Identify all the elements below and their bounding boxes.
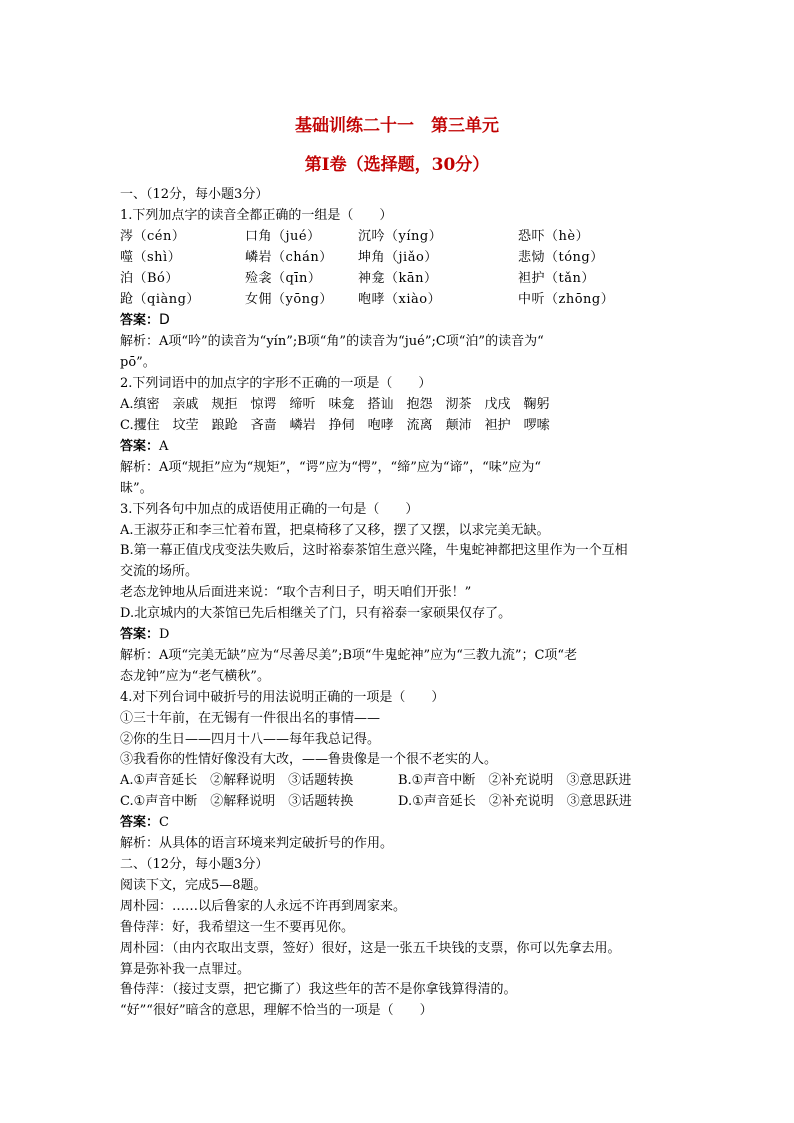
answer-value: C	[159, 815, 169, 831]
q1-item: 跄（qiàng）	[120, 291, 200, 307]
q4-line: ③我看你的性情好像没有大改，——鲁贵像是一个很不老实的人。	[120, 752, 498, 768]
q4-option: A.①声音延长 ②解释说明 ③话题转换	[120, 773, 354, 789]
q1-stem: 1.下列加点字的读音全都正确的一组是（ ）	[120, 207, 393, 223]
q2-stem: 2.下列词语中的加点字的字形不正确的一项是（ ）	[120, 376, 432, 392]
q1-item: 中听（zhōng）	[518, 291, 615, 307]
section2-line: 鲁侍萍：（接过支票，把它撕了）我这些年的苦不是你拿钱算得清的。	[120, 982, 517, 998]
answer-label: 答案：	[120, 815, 160, 831]
section2-line: 周朴园：……以后鲁家的人永远不许再到周家来。	[120, 898, 407, 914]
q3-answer	[120, 625, 680, 646]
q4-answer	[120, 813, 680, 834]
q4-stem: 4.对下列台词中破折号的用法说明正确的一项是（ ）	[120, 689, 445, 705]
section2-line: “好”“很好”暗含的意思，理解不恰当的一项是（ ）	[120, 1003, 433, 1019]
q2-analysis: 解析：A项“规拒”应为“规矩”，“谔”应为“愕”，“缔”应为“谛”，“味”应为“	[120, 459, 542, 475]
answer-value: D	[159, 312, 170, 329]
q3-line: D.北京城内的大茶馆已先后相继关了门，只有裕泰一家硕果仅存了。	[120, 606, 512, 622]
section2-line: 鲁侍萍：好，我希望这一生不要再见你。	[120, 919, 355, 935]
q1-item: 口角（jué）	[245, 228, 321, 244]
q2-analysis: 昧”。	[120, 480, 153, 496]
answer-label: 答案：	[120, 438, 160, 454]
q1-item: 噬（shì）	[120, 249, 182, 265]
q3-line: A.王淑芬正和李三忙着布置，把桌椅移了又移，摆了又摆，以求完美无缺。	[120, 522, 550, 538]
q1-item: 涔（cén）	[120, 228, 186, 244]
q4-option: D.①声音延长 ②补充说明 ③意思跃进	[398, 794, 632, 810]
section2-line: 算是弥补我一点罪过。	[120, 961, 251, 977]
q4-option: C.①声音中断 ②解释说明 ③话题转换	[120, 794, 354, 810]
document-body	[120, 185, 680, 1022]
q2-option: A.缜密 亲戚 规拒 惊谔 缔听 味龛 搭讪 抱怨 沏茶 戊戌 鞠躬	[120, 397, 550, 413]
q1-item: 殓衾（qīn）	[245, 270, 322, 286]
q1-item: 袒护（tǎn）	[518, 270, 595, 286]
q3-stem: 3.下列各句中加点的成语使用正确的一句是（ ）	[120, 501, 419, 517]
q1-item: 恐吓（hè）	[518, 228, 590, 244]
section2-line: 周朴园：（由内衣取出支票，签好）很好，这是一张五千块钱的支票，你可以先拿去用。	[120, 940, 621, 956]
q1-row	[120, 248, 680, 269]
q1-item: 泊（Bó）	[120, 270, 179, 286]
q1-row	[120, 290, 680, 311]
answer-value: A	[159, 438, 169, 454]
q1-item: 悲恸（tóng）	[518, 249, 604, 265]
answer-label: 答案：	[120, 313, 160, 329]
q1-analysis: pō”。	[120, 355, 156, 371]
q4-analysis: 解析：从具体的语言环境来判定破折号的作用。	[120, 836, 394, 852]
q4-options-row	[120, 792, 680, 813]
q4-line: ①三十年前，在无锡有一件很出名的事情——	[120, 710, 381, 726]
q1-item: 嶙岩（chán）	[245, 249, 333, 265]
q2-answer	[120, 437, 680, 458]
answer-label: 答案：	[120, 627, 160, 643]
section1-heading: 一、（12分，每小题3分）	[120, 187, 269, 202]
q1-answer	[120, 310, 680, 332]
q1-analysis: 解析：A项“吟”的读音为“yín”;B项“角”的读音为“jué”;C项“泊”的读音为“	[120, 334, 544, 350]
q4-options-row	[120, 771, 680, 792]
q1-item: 神龛（kān）	[358, 270, 438, 286]
q3-analysis: 态龙钟”应为“老气横秋”。	[120, 668, 270, 684]
q4-option: B.①声音中断 ②补充说明 ③意思跃进	[398, 773, 632, 789]
q1-row	[120, 269, 680, 290]
page-subtitle: 第Ⅰ卷（选择题，30分）	[304, 155, 490, 175]
q1-item: 女佣（yōng）	[245, 291, 333, 307]
section2-line: 阅读下文，完成5—8题。	[120, 877, 267, 893]
q3-analysis: 解析：A项“完美无缺”应为“尽善尽美”;B项“牛鬼蛇神”应为“三教九流”；C项“老	[120, 647, 578, 663]
q1-row	[120, 227, 680, 248]
section2-heading: 二、（12分，每小题3分）	[120, 857, 269, 872]
answer-value: D	[159, 627, 170, 643]
q3-line: 交流的场所。	[120, 564, 199, 580]
page-title: 基础训练二十一 第三单元	[295, 116, 499, 136]
q2-option: C.攫住 坟茔 踉跄 吝啬 嶙岩 挣伺 咆哮 流离 颠沛 袒护 啰嗦	[120, 417, 550, 433]
q1-item: 沉吟（yíng）	[358, 228, 443, 244]
q1-item: 咆哮（xiào）	[358, 291, 442, 307]
q3-line: 老态龙钟地从后面进来说：“取个吉利日子，明天咱们开张！”	[120, 585, 472, 601]
q1-item: 坤角（jiǎo）	[358, 249, 438, 265]
q3-line: B.第一幕正值戊戌变法失败后，这时裕泰茶馆生意兴隆，牛鬼蛇神都把这里作为一个互相	[120, 543, 628, 559]
q4-line: ②你的生日——四月十八——每年我总记得。	[120, 731, 381, 747]
